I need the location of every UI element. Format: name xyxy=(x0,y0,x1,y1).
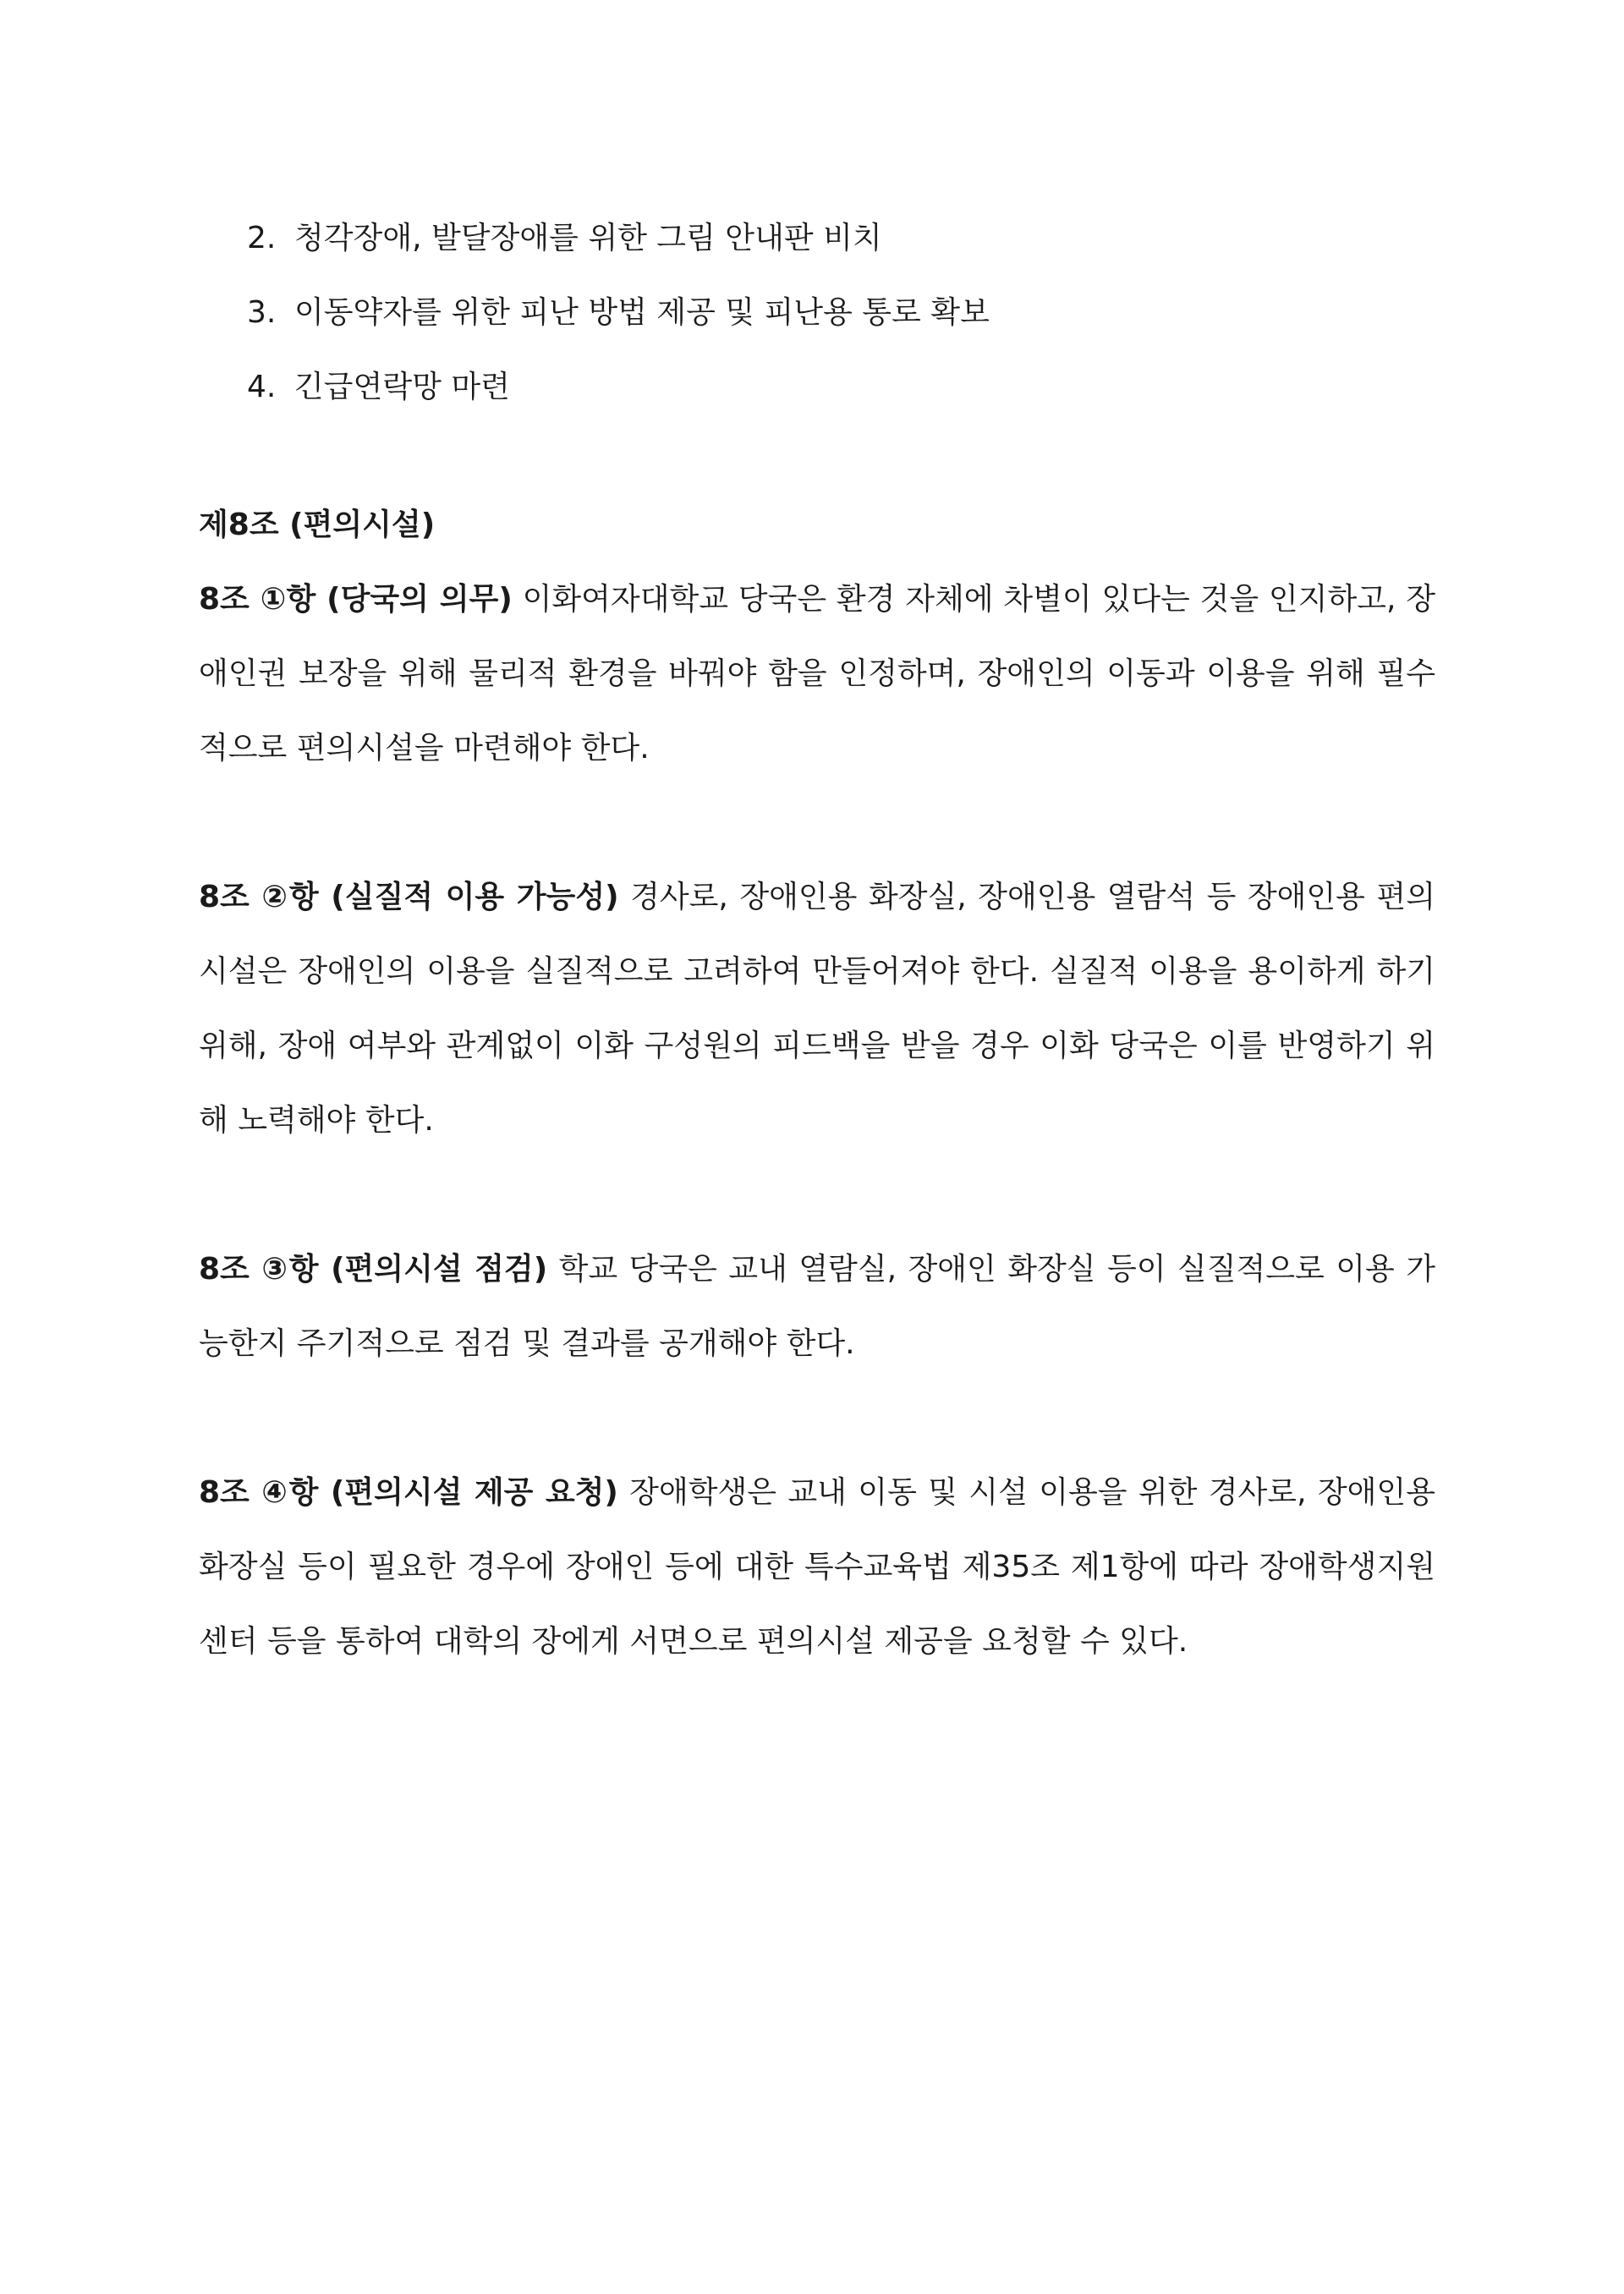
clause-paragraph xyxy=(199,860,1435,1158)
paragraph-spacer xyxy=(199,1158,1435,1232)
clause-heading: 8조 ②항 (실질적 이용 가능성) xyxy=(199,880,619,914)
list-item xyxy=(247,276,990,350)
evacuation-measures-list xyxy=(247,201,990,425)
clause-paragraph xyxy=(199,1232,1435,1381)
clause-heading: 8조 ③항 (편의시설 점검) xyxy=(199,1252,548,1287)
clause-heading: 8조 ④항 (편의시설 제공 요청) xyxy=(199,1475,618,1510)
clause-paragraph xyxy=(199,1456,1435,1679)
clause-body: 장애학생은 교내 이동 및 시설 이용을 위한 경사로, 장애인용 화장실 등이 필요한 경우에 장애인 등에 대한 특수교육법 제35조 제1항에 따라 장애학생지원센터 등을 통하여 대학의 장에게 서면으로 편의시설 제공을 요청할 수 있다. xyxy=(199,1475,1435,1659)
list-item-number: 4. xyxy=(247,370,277,404)
clause-body: 이화여자대학교 당국은 환경 자체에 차별이 있다는 것을 인지하고, 장애인권 보장을 위해 물리적 환경을 바꿔야 함을 인정하며, 장애인의 이동과 이용을 위해 필수적으로 편의시설을 마련해야 한다. xyxy=(199,582,1435,766)
list-item-text: 이동약자를 위한 피난 방법 제공 및 피난용 통로 확보 xyxy=(294,295,990,330)
clause-body: 학교 당국은 교내 열람실, 장애인 화장실 등이 실질적으로 이용 가능한지 주기적으로 점검 및 결과를 공개해야 한다. xyxy=(199,1252,1435,1361)
list-item-number: 2. xyxy=(247,221,277,255)
clause-paragraph xyxy=(199,563,1435,786)
list-item xyxy=(247,350,990,425)
list-item-text: 긴급연락망 마련 xyxy=(294,370,510,404)
paragraph-spacer xyxy=(199,786,1435,860)
clause-heading: 8조 ①항 (당국의 의무) xyxy=(199,582,513,617)
list-item-number: 3. xyxy=(247,295,277,330)
article-8-section xyxy=(199,488,1435,1679)
clause-body: 경사로, 장애인용 화장실, 장애인용 열람석 등 장애인용 편의시설은 장애인의 이용을 실질적으로 고려하여 만들어져야 한다. 실질적 이용을 용이하게 하기 위해, 장애 여부와 관계없이 이화 구성원의 피드백을 받을 경우 이화 당국은 이를 반영하기 위해 노력해야 한다. xyxy=(199,880,1435,1138)
paragraph-spacer xyxy=(199,1381,1435,1456)
list-item xyxy=(247,201,990,276)
section-title: 제8조 (편의시설) xyxy=(199,508,436,542)
list-item-text: 청각장애, 발달장애를 위한 그림 안내판 비치 xyxy=(294,221,882,255)
